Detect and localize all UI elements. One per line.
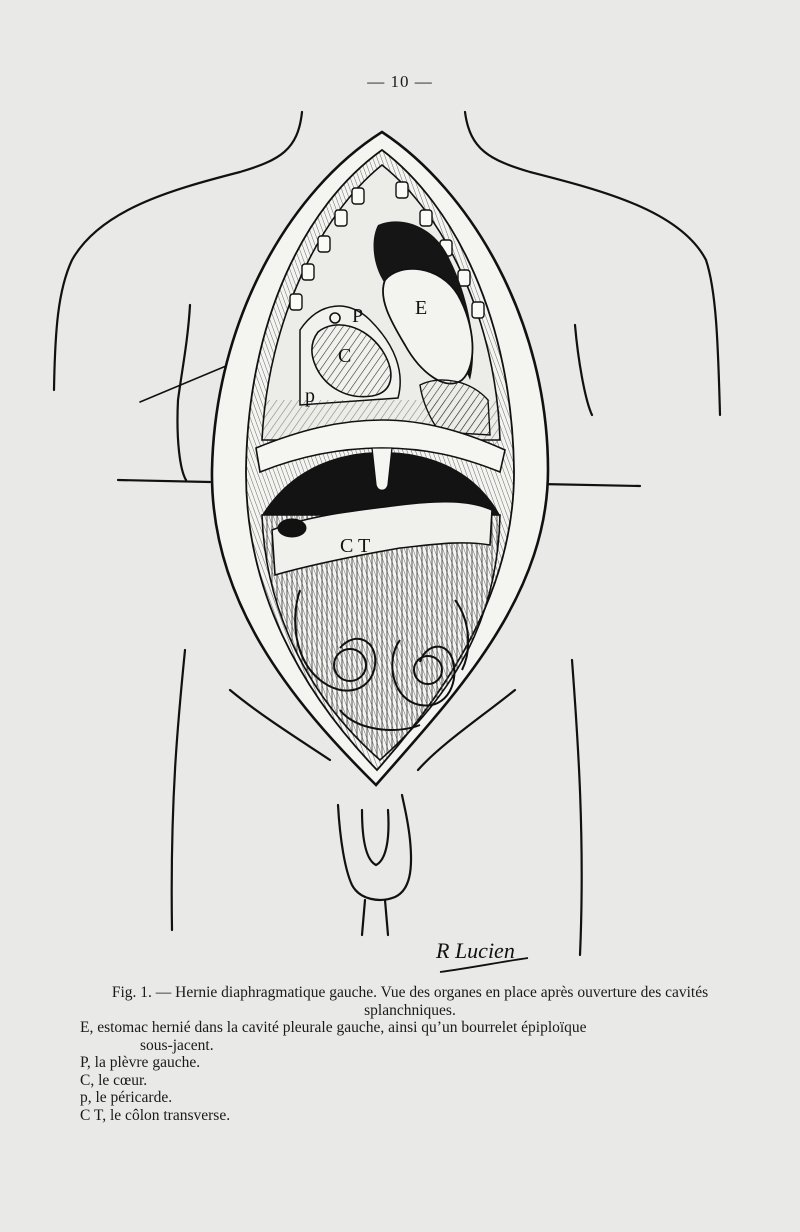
label-E: E: [415, 297, 428, 319]
caption-title: Fig. 1. — Hernie diaphragmatique gauche. Vue des organes en place après ouverture des cavités splanchniques.: [111, 984, 709, 1019]
legend-item-P: P, la plèvre gauche.: [80, 1054, 201, 1071]
page-number: — 10 —: [367, 72, 433, 91]
legend-item-C: C, le cœur.: [80, 1071, 148, 1089]
figure-caption: [80, 984, 740, 1124]
legend-item-E: [80, 1019, 740, 1054]
label-C: C: [338, 345, 352, 367]
artist-signature: R Lucien: [436, 938, 515, 963]
legend-item-CT: C T, le côlon transverse.: [80, 1106, 231, 1124]
label-p: p: [305, 385, 315, 407]
label-P: P: [352, 305, 364, 327]
legend-continuation: sous-jacent.: [140, 1036, 214, 1054]
label-CT: C T: [340, 535, 371, 557]
legend-text: E, estomac hernié dans la cavité pleurale gauche, ainsi qu’un bourrelet épiploïque: [80, 1019, 587, 1036]
legend-item-p: p, le péricarde.: [80, 1089, 173, 1106]
